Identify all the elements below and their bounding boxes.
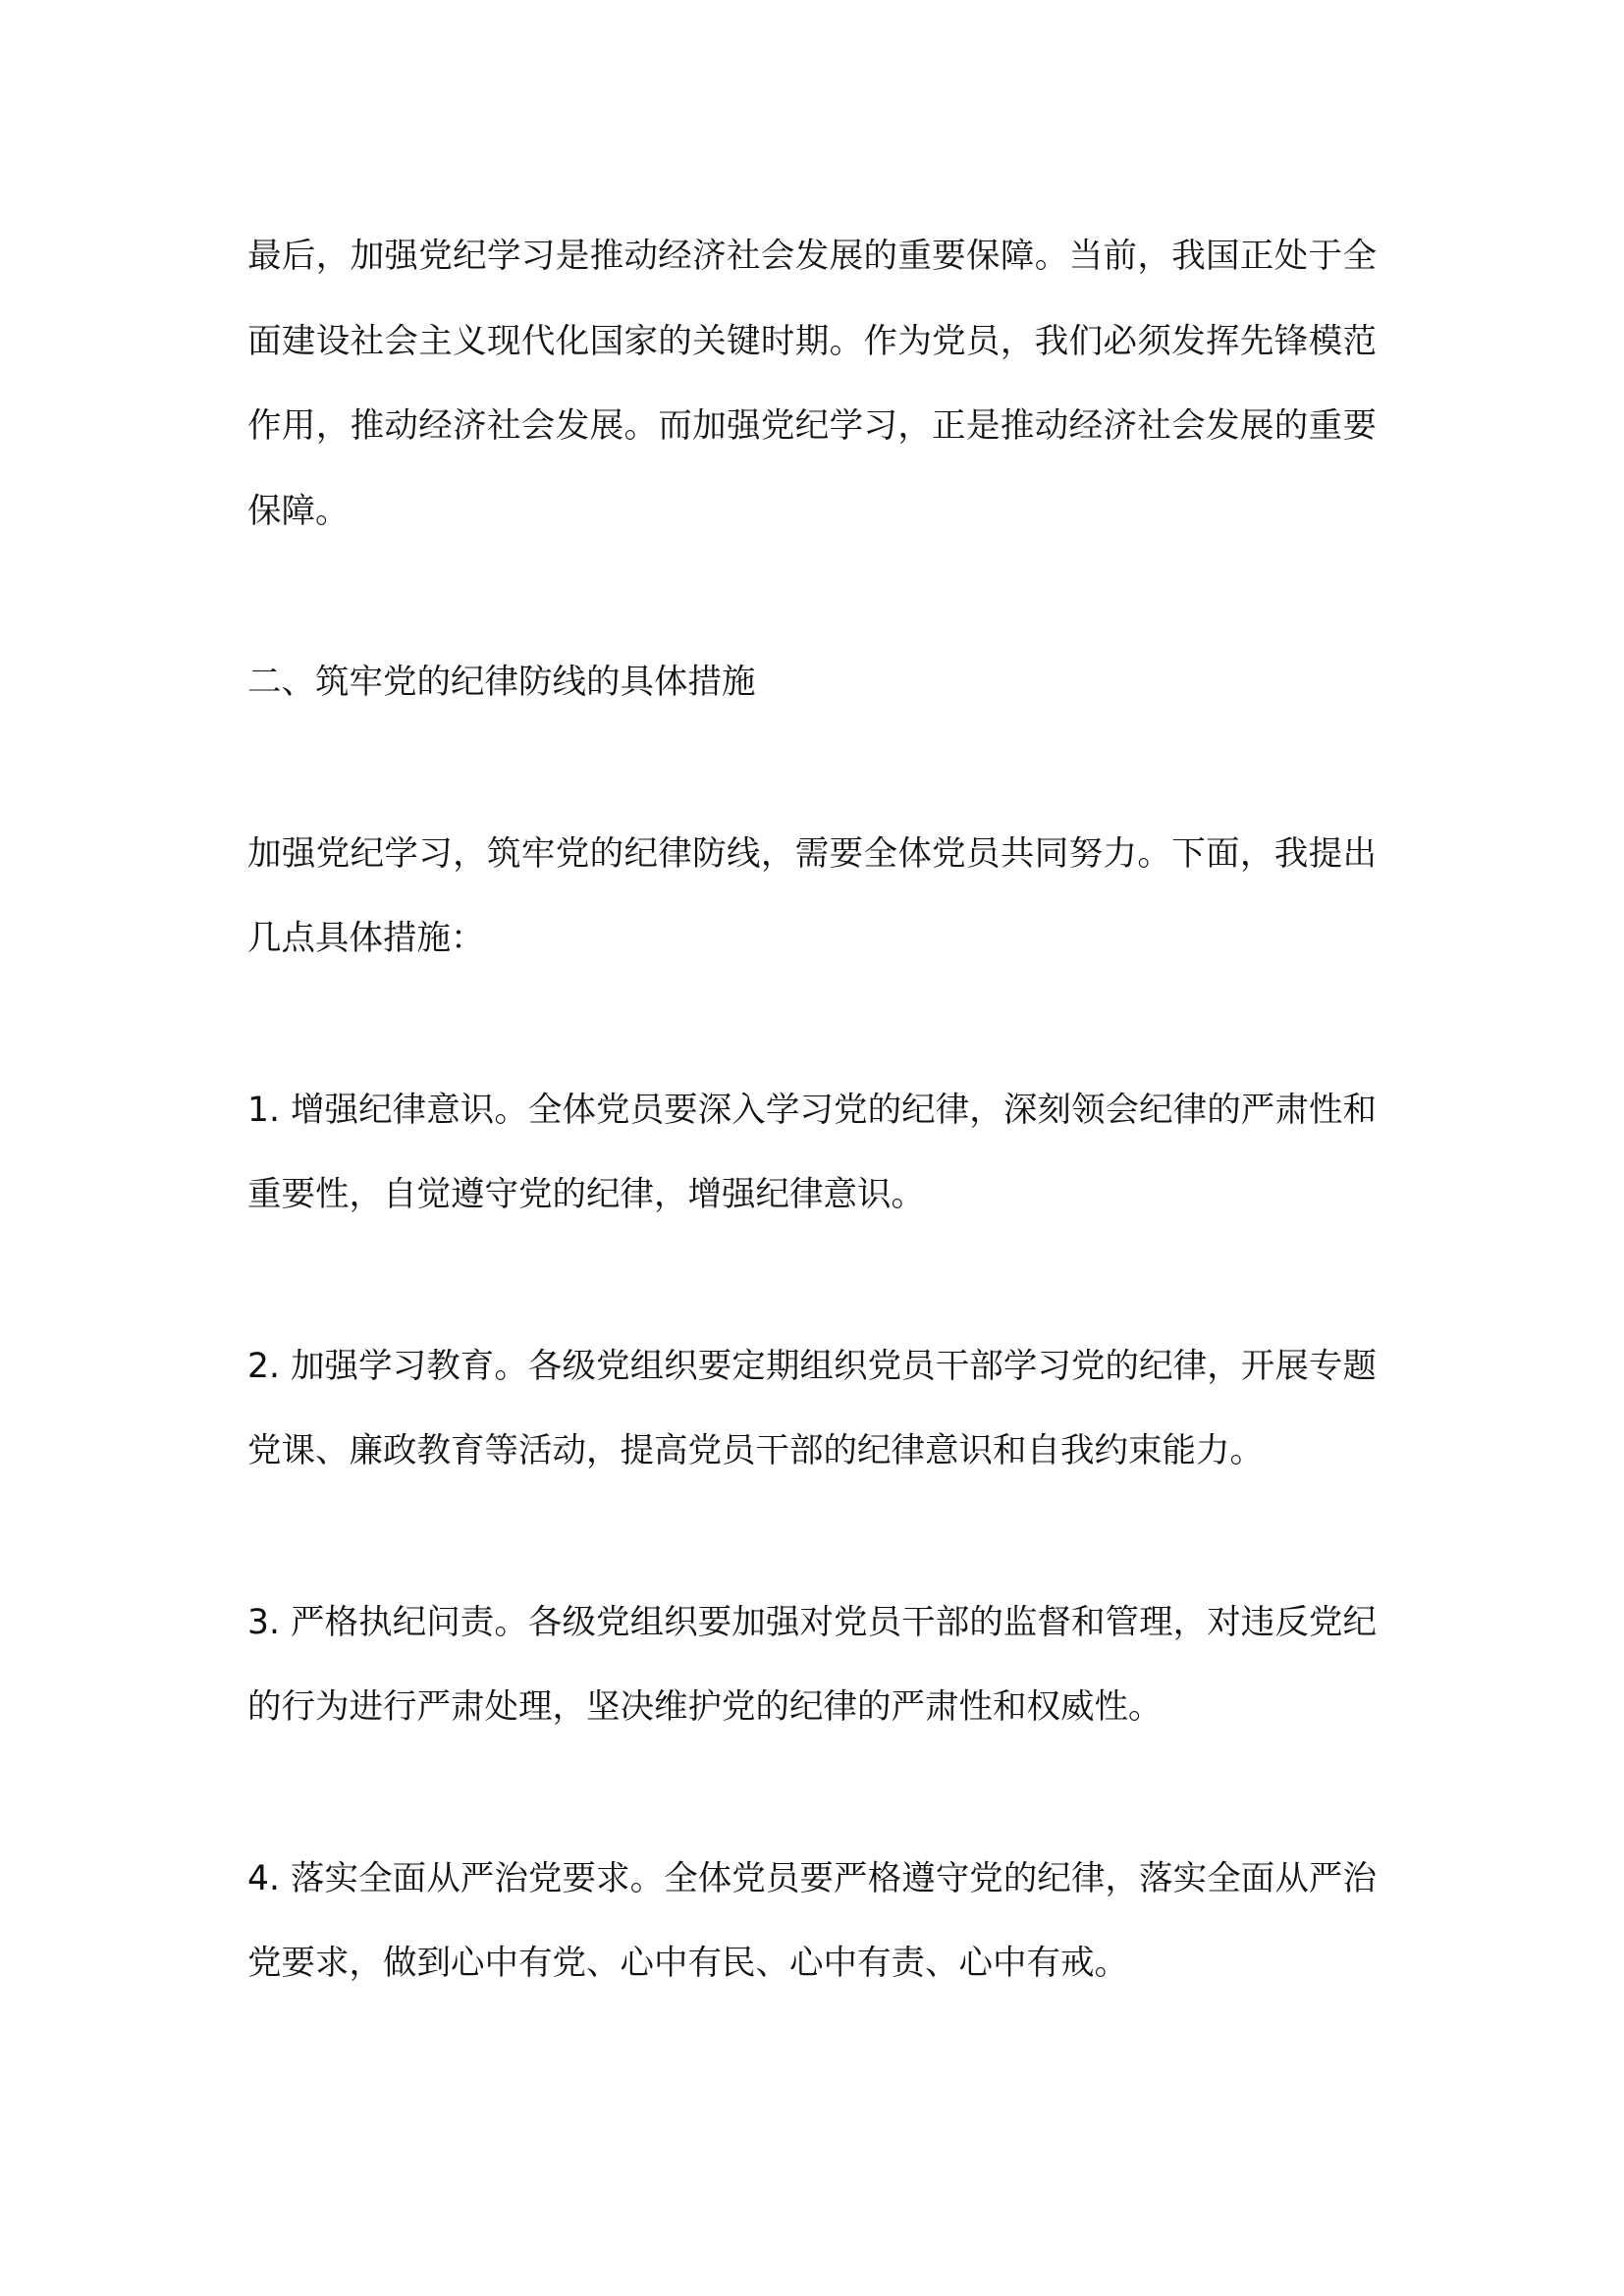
section-heading: 二、筑牢党的纪律防线的具体措施: [247, 663, 756, 702]
measure-item-3: 3. 严格执纪问责。各级党组织要加强对党员干部的监督和管理，对违反党纪的行为进行严肃处理，坚决维护党的纪律的严肃性和权威性。: [247, 1602, 1377, 1727]
conclusion-paragraph: 最后，加强党纪学习是推动经济社会发展的重要保障。当前，我国正处于全面建设社会主义现代化国家的关键时期。作为党员，我们必须发挥先锋模范作用，推动经济社会发展。而加强党纪学习，正是推动经济社会发展的重要保障。: [247, 237, 1377, 531]
document-page: [247, 214, 1377, 2006]
intro-paragraph: 加强党纪学习，筑牢党的纪律防线，需要全体党员共同努力。下面，我提出几点具体措施：: [247, 833, 1377, 958]
measure-item-2: 2. 加强学习教育。各级党组织要定期组织党员干部学习党的纪律，开展专题党课、廉政教育等活动，提高党员干部的纪律意识和自我约束能力。: [247, 1346, 1377, 1470]
measure-item-1: 1. 增强纪律意识。全体党员要深入学习党的纪律，深刻领会纪律的严肃性和重要性，自觉遵守党的纪律，增强纪律意识。: [247, 1090, 1377, 1214]
measure-item-4: 4. 落实全面从严治党要求。全体党员要严格遵守党的纪律，落实全面从严治党要求，做到心中有党、心中有民、心中有责、心中有戒。: [247, 1858, 1377, 1983]
